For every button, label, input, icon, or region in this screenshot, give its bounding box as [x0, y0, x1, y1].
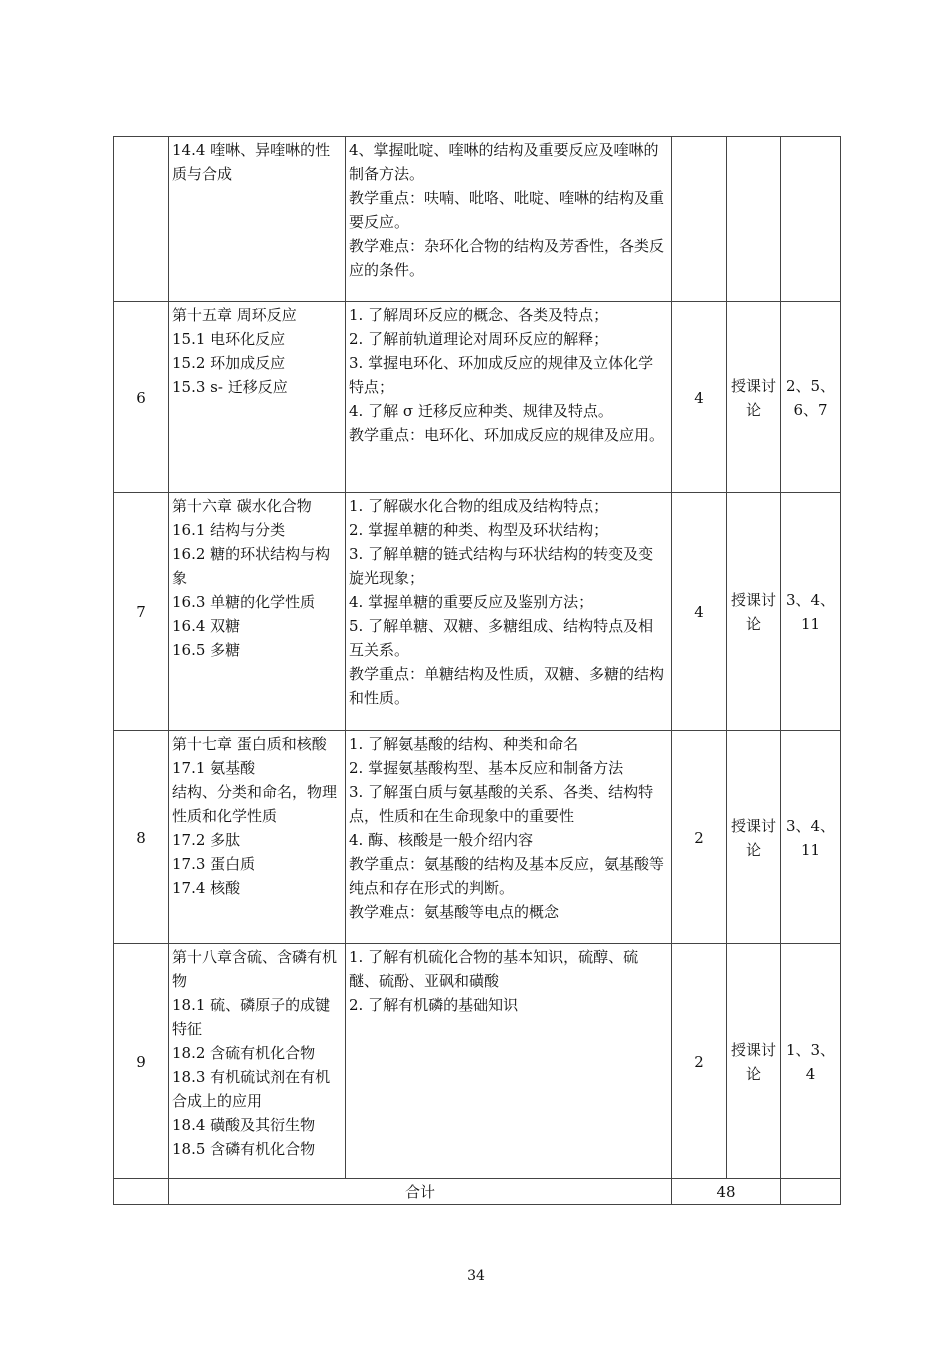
topic-cell: [169, 944, 346, 1179]
total-end-cell: [781, 1179, 841, 1205]
topic-cell: [169, 493, 346, 731]
table-row: [114, 493, 841, 731]
content-line: 1. 了解有机硫化合物的基本知识，硫醇、硫醚、硫酚、亚砜和磺酸: [349, 948, 639, 990]
topic-cell: [169, 137, 346, 302]
content-line: 1. 了解氨基酸的结构、种类和命名: [349, 735, 579, 753]
content-line: 教学难点：氨基酸等电点的概念: [349, 903, 560, 921]
content-line: 2. 了解有机磷的基础知识: [349, 996, 519, 1014]
topic-line: 17.4 核酸: [172, 879, 241, 897]
objectives-cell: 3、4、11: [781, 731, 841, 944]
content-line: 教学重点：呋喃、吡咯、吡啶、喹啉的结构及重要反应。: [349, 189, 665, 231]
table-row: [114, 302, 841, 493]
objectives-cell: [781, 137, 841, 302]
hours-cell: 2: [672, 731, 727, 944]
topic-line: 18.1 硫、磷原子的成键特征: [172, 996, 331, 1038]
topic-line: 16.2 糖的环状结构与构象: [172, 545, 331, 587]
objectives-cell: 2、5、6、7: [781, 302, 841, 493]
method-cell: 授课讨论: [727, 302, 781, 493]
content-line: 4. 掌握单糖的重要反应及鉴别方法；: [349, 593, 594, 611]
topic-line: 17.3 蛋白质: [172, 855, 256, 873]
topic-line: 16.4 双糖: [172, 617, 241, 635]
content-cell: [346, 944, 672, 1179]
hours-cell: [672, 137, 727, 302]
content-line: 5. 了解单糖、双糖、多糖组成、结构特点及相互关系。: [349, 617, 654, 659]
hours-cell: 2: [672, 944, 727, 1179]
week-cell: 6: [114, 302, 169, 493]
content-line: 4. 酶、核酸是一般介绍内容: [349, 831, 534, 849]
topic-line: 第十六章 碳水化合物: [172, 497, 312, 515]
topic-cell: [169, 302, 346, 493]
content-line: 2. 掌握单糖的种类、构型及环状结构；: [349, 521, 609, 539]
syllabus-table: [113, 136, 841, 1205]
objectives-cell: 3、4、11: [781, 493, 841, 731]
topic-line: 第十五章 周环反应: [172, 306, 297, 324]
week-cell: [114, 137, 169, 302]
content-cell: [346, 302, 672, 493]
total-row: [114, 1179, 841, 1205]
method-cell: 授课讨论: [727, 944, 781, 1179]
content-cell: [346, 493, 672, 731]
page-number: 34: [467, 1268, 485, 1284]
topic-cell: [169, 731, 346, 944]
content-line: 4. 了解 σ 迁移反应种类、规律及特点。: [349, 402, 613, 420]
topic-line: 16.1 结构与分类: [172, 521, 286, 539]
topic-line: 结构、分类和命名，物理性质和化学性质: [172, 783, 338, 825]
content-line: 教学重点：氨基酸的结构及基本反应，氨基酸等纯点和存在形式的判断。: [349, 855, 665, 897]
topic-line: 14.4 喹啉、异喹啉的性质与合成: [172, 141, 331, 183]
content-cell: [346, 137, 672, 302]
topic-line: 18.4 磺酸及其衍生物: [172, 1116, 316, 1134]
content-line: 2. 了解前轨道理论对周环反应的解释；: [349, 330, 609, 348]
topic-line: 第十八章含硫、含磷有机物: [172, 948, 338, 990]
method-cell: 授课讨论: [727, 731, 781, 944]
content-line: 1. 了解碳水化合物的组成及结构特点；: [349, 497, 609, 515]
week-cell: 9: [114, 944, 169, 1179]
content-line: 教学重点：电环化、环加成反应的规律及应用。: [349, 426, 665, 444]
content-line: 教学重点：单糖结构及性质，双糖、多糖的结构和性质。: [349, 665, 665, 707]
topic-line: 17.1 氨基酸: [172, 759, 256, 777]
hours-cell: 4: [672, 302, 727, 493]
table-row: [114, 731, 841, 944]
total-value: 48: [672, 1179, 781, 1205]
table-row: [114, 944, 841, 1179]
content-cell: [346, 731, 672, 944]
week-cell: 7: [114, 493, 169, 731]
content-line: 3. 了解蛋白质与氨基酸的关系、各类、结构特点，性质和在生命现象中的重要性: [349, 783, 654, 825]
topic-line: 15.2 环加成反应: [172, 354, 286, 372]
topic-line: 18.5 含磷有机化合物: [172, 1140, 316, 1158]
topic-line: 16.3 单糖的化学性质: [172, 593, 316, 611]
table-row: [114, 137, 841, 302]
topic-line: 16.5 多糖: [172, 641, 241, 659]
topic-line: 18.2 含硫有机化合物: [172, 1044, 316, 1062]
content-line: 3. 了解单糖的链式结构与环状结构的转变及变旋光现象；: [349, 545, 654, 587]
week-cell: 8: [114, 731, 169, 944]
content-line: 3. 掌握电环化、环加成反应的规律及立体化学特点；: [349, 354, 654, 396]
objectives-cell: 1、3、4: [781, 944, 841, 1179]
method-cell: [727, 137, 781, 302]
total-blank-cell: [114, 1179, 169, 1205]
topic-line: 18.3 有机硫试剂在有机合成上的应用: [172, 1068, 331, 1110]
content-line: 4、掌握吡啶、喹啉的结构及重要反应及喹啉的制备方法。: [349, 141, 659, 183]
topic-line: 17.2 多肽: [172, 831, 241, 849]
total-label: 合计: [169, 1179, 672, 1205]
topic-line: 15.3 s- 迁移反应: [172, 378, 288, 396]
content-line: 教学难点：杂环化合物的结构及芳香性，各类反应的条件。: [349, 237, 665, 279]
content-line: 2. 掌握氨基酸构型、基本反应和制备方法: [349, 759, 624, 777]
topic-line: 15.1 电环化反应: [172, 330, 286, 348]
content-line: 1. 了解周环反应的概念、各类及特点；: [349, 306, 609, 324]
topic-line: 第十七章 蛋白质和核酸: [172, 735, 327, 753]
hours-cell: 4: [672, 493, 727, 731]
method-cell: 授课讨论: [727, 493, 781, 731]
